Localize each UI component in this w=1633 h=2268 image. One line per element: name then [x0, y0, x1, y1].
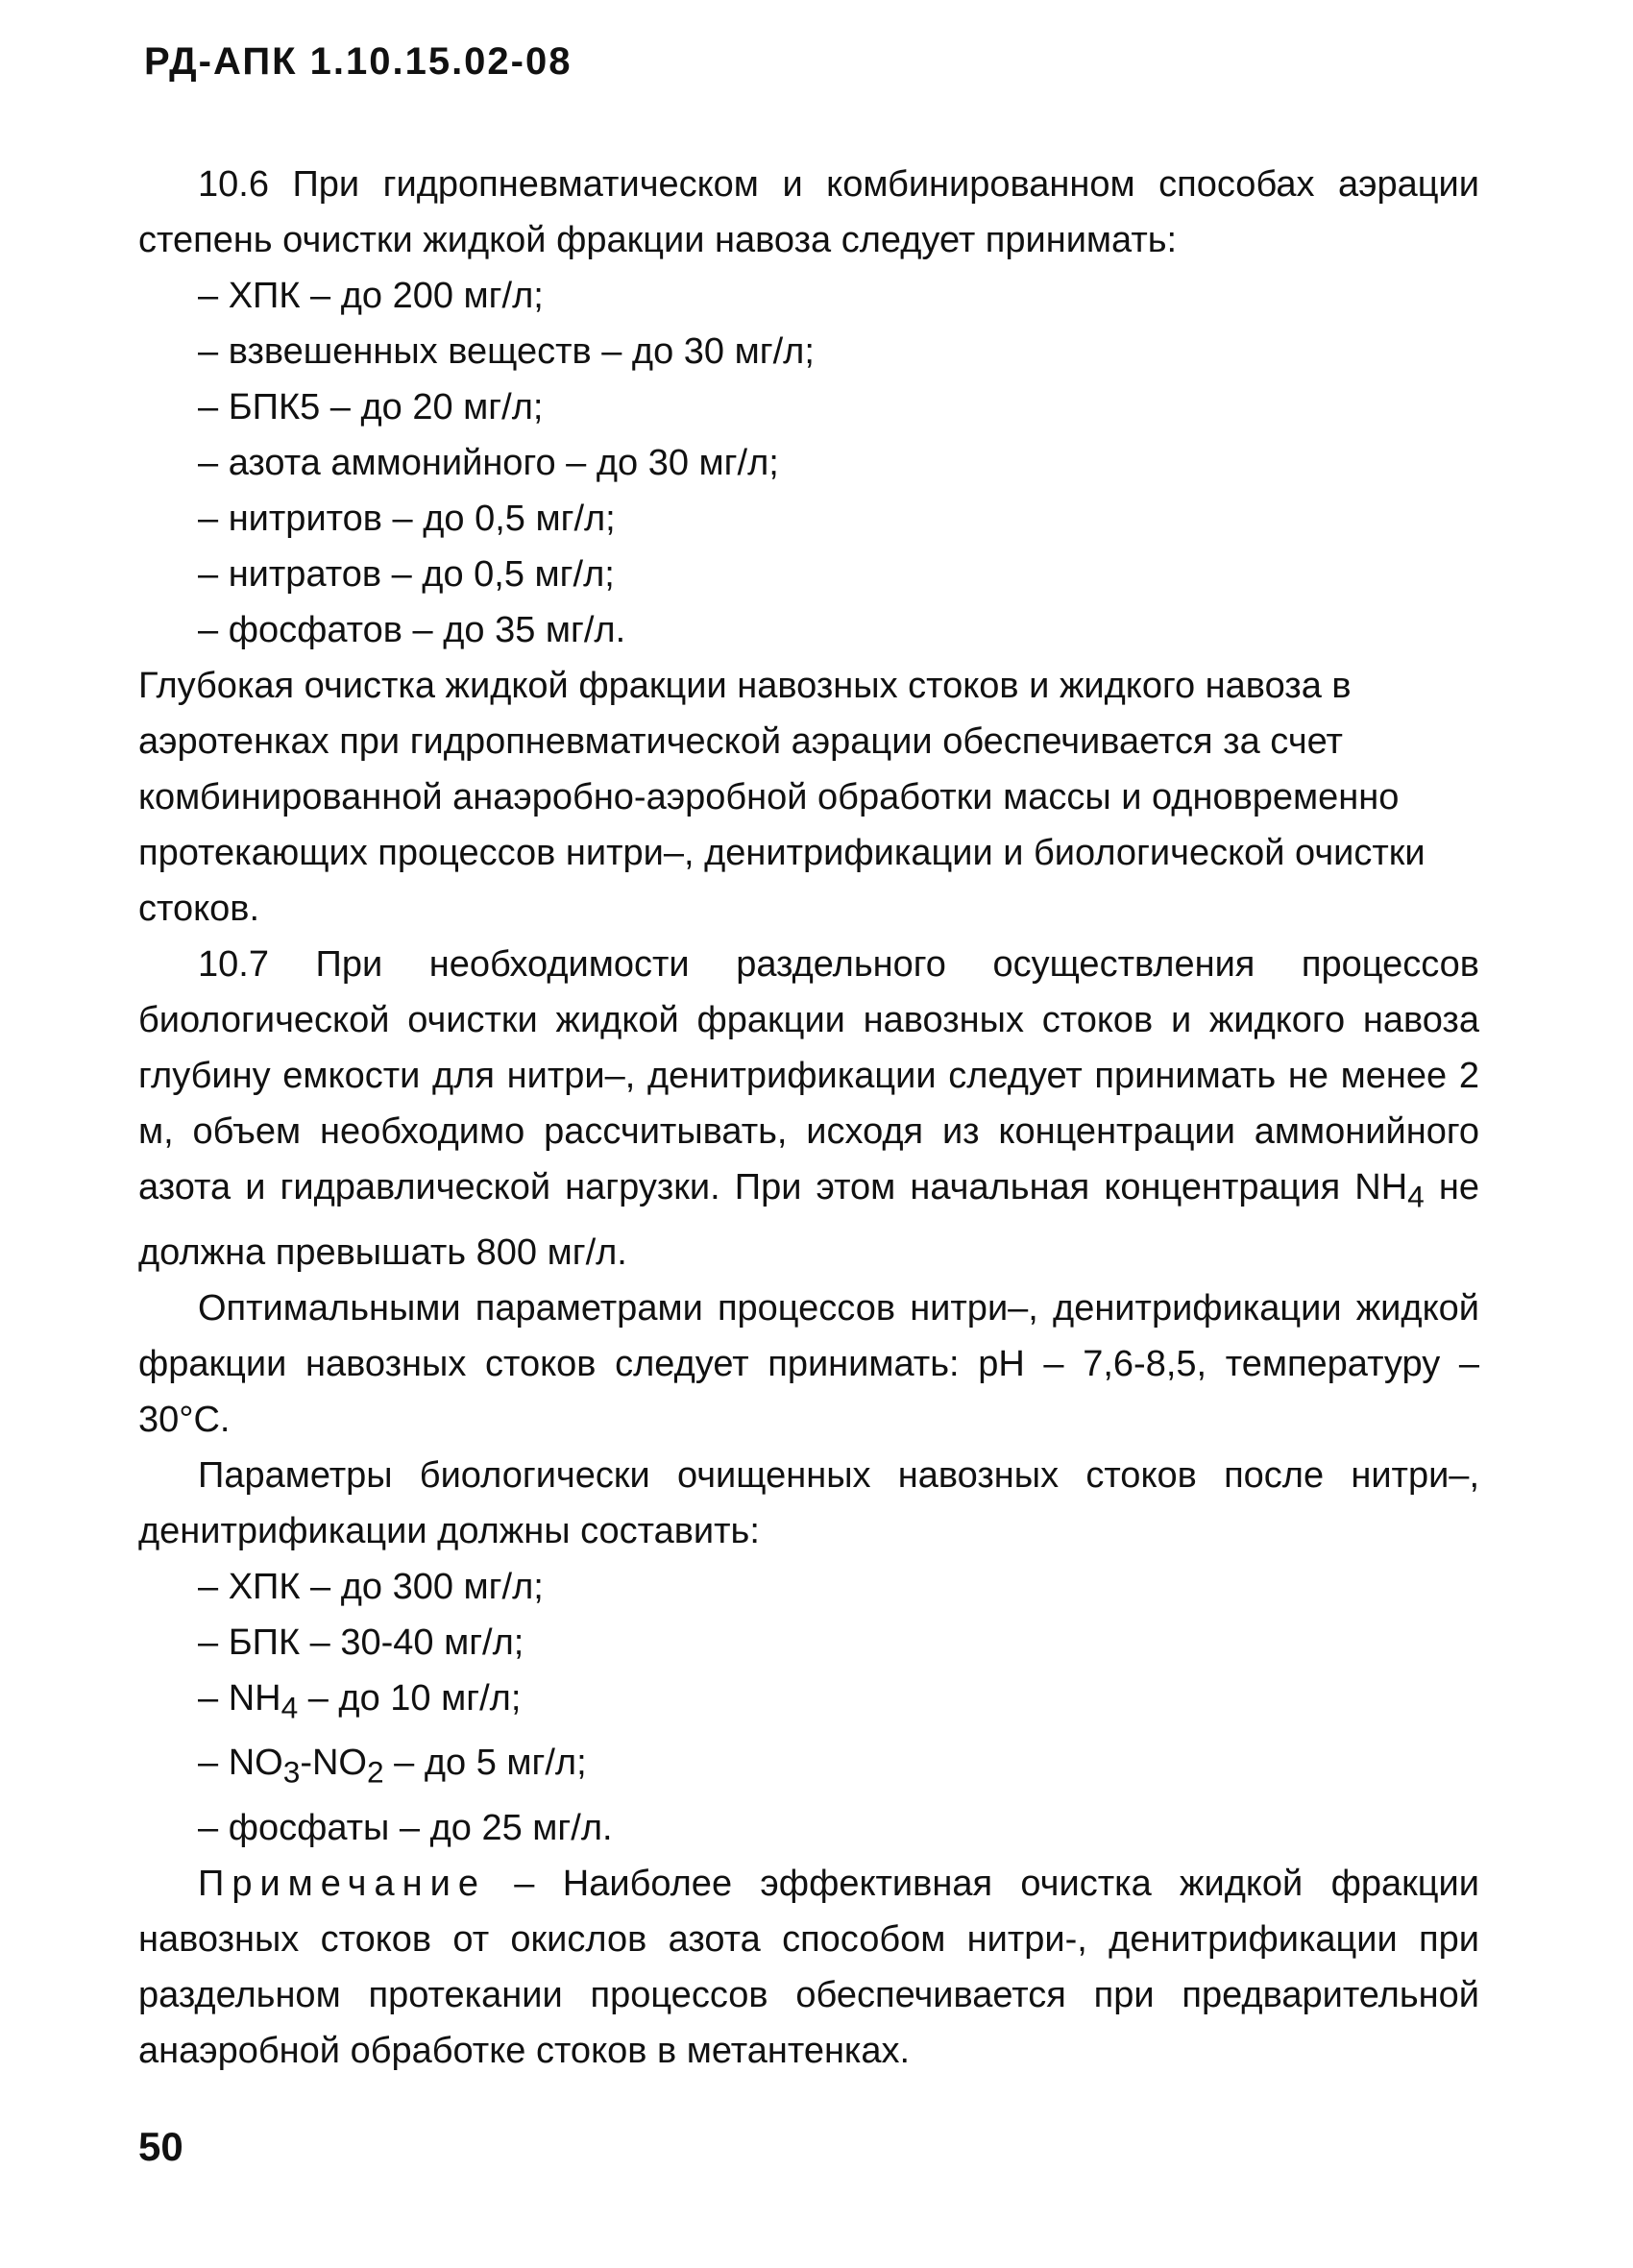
- note-paragraph: [138, 1856, 1479, 2079]
- section-10-7-intro-text: 10.7 При необходимости раздельного осуществления процессов биологической очистки жидкой фракции навозных стоков и жидкого навоза глубину емкости для нитри–, денитрификации следует принимать не менее 2 м, объем необходимо рассчитывать, исходя из концентрации аммонийного азота и гидравлической нагрузки. При этом начальная концентрация NH: [138, 944, 1479, 1207]
- list-item: – нитратов – до 0,5 мг/л;: [198, 554, 615, 595]
- nh4-value: – до 10 мг/л;: [298, 1677, 522, 1719]
- list-item: – азота аммонийного – до 30 мг/л;: [198, 443, 779, 483]
- nox-prefix: – NO: [198, 1743, 283, 1784]
- list-item: – нитритов – до 0,5 мг/л;: [198, 499, 616, 539]
- page-content: [138, 157, 1479, 2079]
- subscript: 2: [366, 1754, 384, 1790]
- page-number: 50: [138, 2124, 183, 2169]
- document-code-header: РД-АПК 1.10.15.02-08: [144, 40, 573, 83]
- section-10-6-purification-list: [138, 268, 1479, 658]
- section-10-7-intro: [138, 937, 1479, 1280]
- note-text: – Наиболее эффективная очистка жидкой фракции навозных стоков от окислов азота способом нитри-, денитрификации при раздельном протекании процессов обеспечивается при предварительной анаэробной обработке стоков в метантенках.: [138, 1863, 1479, 2071]
- section-10-7-intro-tail: не должна превышать 800 мг/л.: [138, 1167, 1479, 1273]
- list-item: – фосфаты – до 25 мг/л.: [198, 1807, 613, 1848]
- list-item: – ХПК – до 300 мг/л;: [198, 1566, 544, 1607]
- list-item: [198, 1735, 1479, 1800]
- subscript: 3: [282, 1754, 301, 1790]
- nox-mid: -NO: [300, 1743, 367, 1784]
- nh4-prefix: – NH: [198, 1677, 281, 1719]
- list-item: – ХПК – до 200 мг/л;: [198, 276, 544, 316]
- list-item: – БПК – 30-40 мг/л;: [198, 1622, 524, 1663]
- list-item: [198, 1671, 1479, 1736]
- subscript: 4: [1407, 1179, 1425, 1214]
- note-label: Примечание: [198, 1863, 486, 1904]
- section-10-7-parameters-list: [138, 1559, 1479, 1856]
- list-item: – фосфатов – до 35 мг/л.: [198, 610, 626, 650]
- parameters-intro: Параметры биологически очищенных навозных стоков после нитри–, денитрификации должны составить:: [138, 1454, 1479, 1551]
- section-10-6-intro: 10.6 При гидропневматическом и комбинированном способах аэрации степень очистки жидкой фракции навоза следует принимать:: [138, 164, 1479, 260]
- list-item: – взвешенных веществ – до 30 мг/л;: [198, 331, 815, 372]
- subscript: 4: [280, 1690, 299, 1725]
- deep-treatment-paragraph: Глубокая очистка жидкой фракции навозных стоков и жидкого навоза в аэротенках при гидропневматической аэрации обеспечивается за счет комбинированной анаэробно-аэробной обработки массы и одновременно протекающих процессов нитри–, денитрификации и биологической очистки стоков.: [138, 666, 1426, 929]
- optimal-parameters-paragraph: Оптимальными параметрами процессов нитри–, денитрификации жидкой фракции навозных стоков следует принимать: pH – 7,6-8,5, температуру – 30°C.: [138, 1287, 1479, 1440]
- nox-value: – до 5 мг/л;: [383, 1743, 587, 1784]
- list-item: – БПК5 – до 20 мг/л;: [198, 387, 544, 427]
